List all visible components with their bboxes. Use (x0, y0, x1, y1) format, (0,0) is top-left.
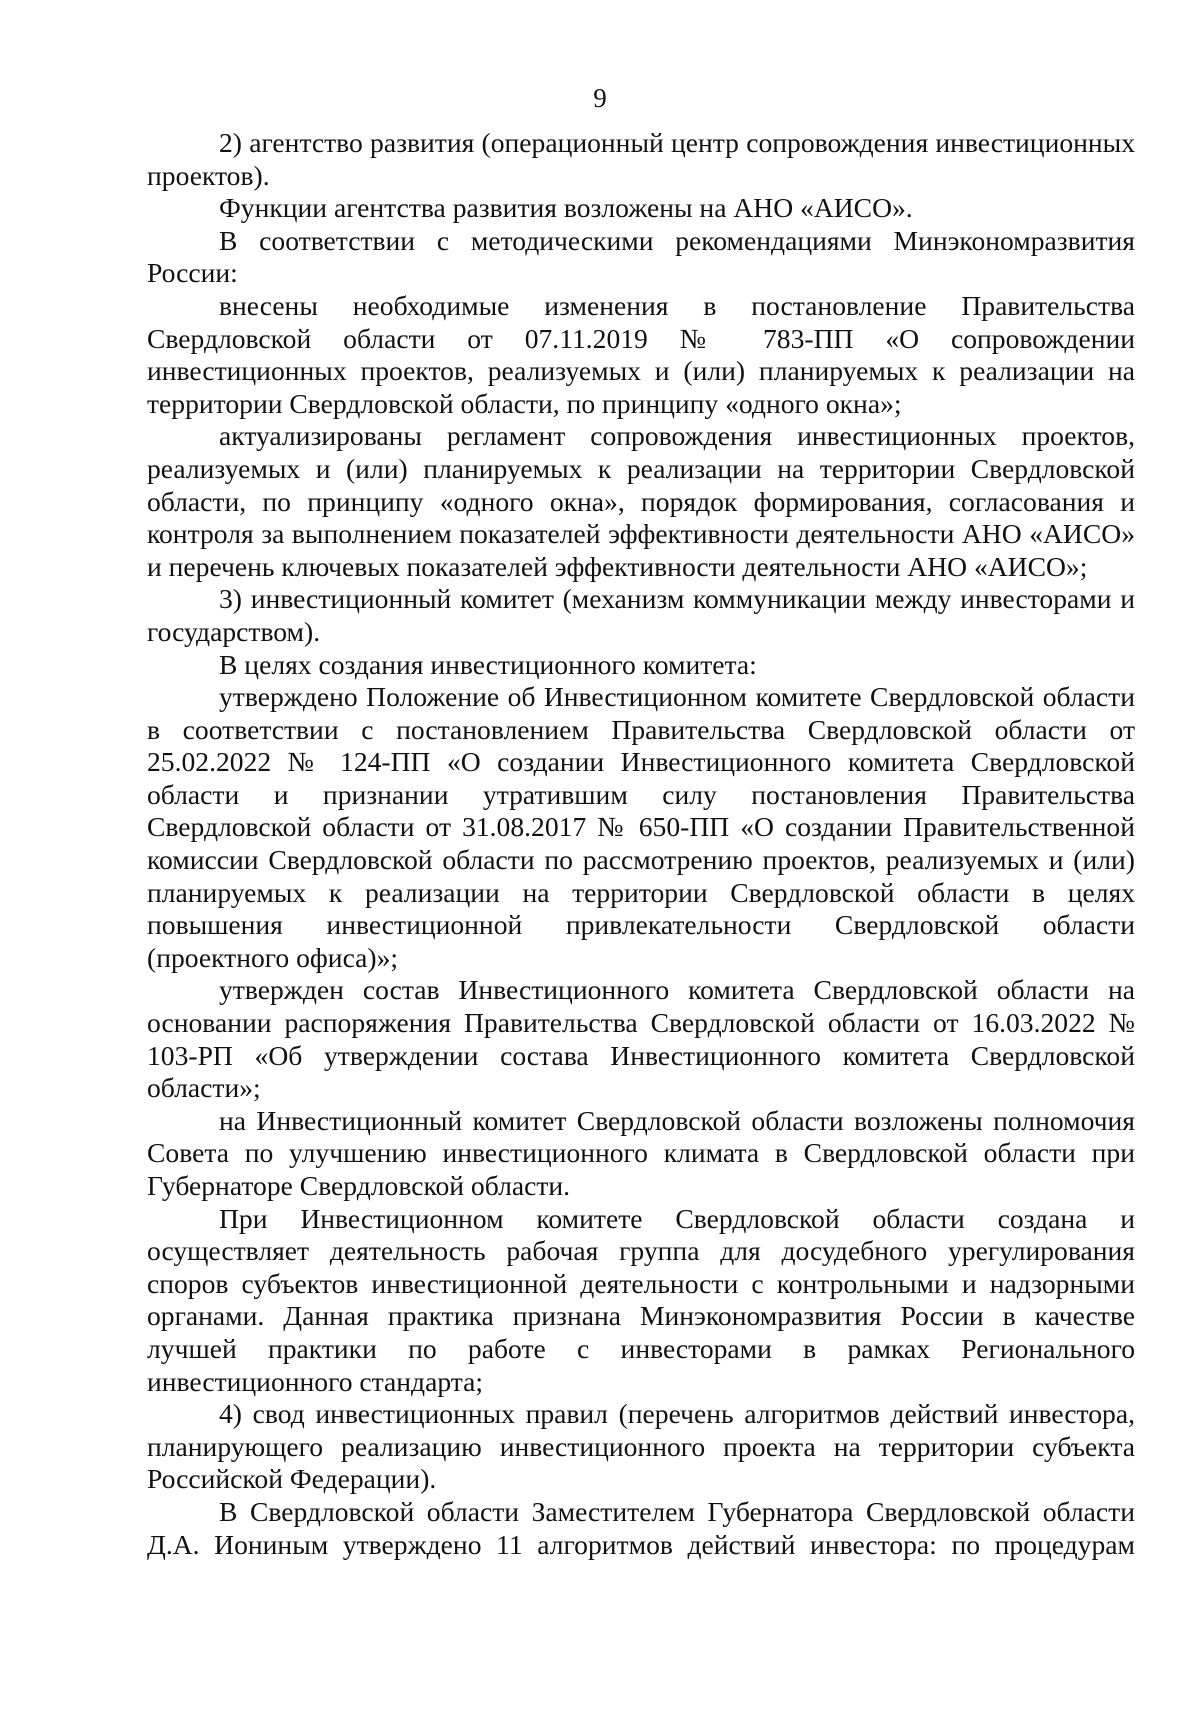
paragraph-changes-resolution: внесены необходимые изменения в постановление Правительства Свердловской области от 07.11.2019 № 783-ПП «О сопровождении инвестиционных проектов, реализуемых и (или) планируемых к реализации на территории Свердловской области, по принципу «одного окна»; (147, 289, 1135, 419)
paragraph-working-group: При Инвестиционном комитете Свердловской области создана и осуществляет деятельность рабочая группа для досудебного урегулирования споров субъектов инвестиционной деятельности с контрольными и надзорными органами. Данная практика признана Минэкономразвития России в качестве лучшей практики по работе с инвесторами в рамках Регионального инвестиционного стандарта; (147, 1202, 1135, 1397)
paragraph-development-agency: 2) агентство развития (операционный центр сопровождения инвестиционных проектов). (147, 127, 1135, 191)
paragraph-investment-committee: 3) инвестиционный комитет (механизм коммуникации между инвесторами и государством). (147, 583, 1135, 647)
paragraph-methodological-recommendations: В соответствии с методическими рекомендациями Минэкономразвития России: (147, 224, 1135, 289)
paragraph-regulation-updated: актуализированы регламент сопровождения инвестиционных проектов, реализуемых и (или) планируемых к реализации на территории Свердловской области, по принципу «одного окна», порядок формирования, согласования и контроля за выполнением показателей эффективности деятельности АНО «АИСО» и перечень ключевых показателей эффективности деятельности АНО «АИСО»; (147, 420, 1135, 582)
paragraph-agency-functions: Функции агентства развития возложены на АНО «АИСО». (219, 192, 913, 224)
paragraph-committee-regulation: утверждено Положение об Инвестиционном комитете Свердловской области в соответствии с постановлением Правительства Свердловской области от 25.02.2022 № 124-ПП «О создании Инвестиционного комитета Свердловской области и признании утратившим силу постановления Правительства Свердловской области от 31.08.2017 № 650-ПП «О создании Правительственной комиссии Свердловской области по рассмотрению проектов, реализуемых и (или) планируемых к реализации на территории Свердловской области в целях повышения инвестиционной привлекательности Свердловской области (проектного офиса)»; (147, 681, 1135, 973)
paragraph-investment-rules: 4) свод инвестиционных правил (перечень алгоритмов действий инвестора, планирующего реализацию инвестиционного проекта на территории субъекта Российской Федерации). (147, 1398, 1135, 1495)
paragraph-committee-creation: В целях создания инвестиционного комитета: (219, 648, 757, 680)
document-body (147, 127, 1135, 1561)
page-number: 9 (593, 83, 607, 113)
paragraph-committee-composition: утвержден состав Инвестиционного комитета Свердловской области на основании распоряжения Правительства Свердловской области от 16.03.2022 № 103-РП «Об утверждении состава Инвестиционного комитета Свердловской области»; (147, 974, 1135, 1104)
paragraph-investor-algorithms: В Свердловской области Заместителем Губернатора Свердловской области Д.А. Иониным утверждено 11 алгоритмов действий инвестора: по процедурам (147, 1495, 1135, 1560)
paragraph-committee-powers: на Инвестиционный комитет Свердловской области возложены полномочия Совета по улучшению инвестиционного климата в Свердловской области при Губернаторе Свердловской области. (147, 1104, 1135, 1201)
